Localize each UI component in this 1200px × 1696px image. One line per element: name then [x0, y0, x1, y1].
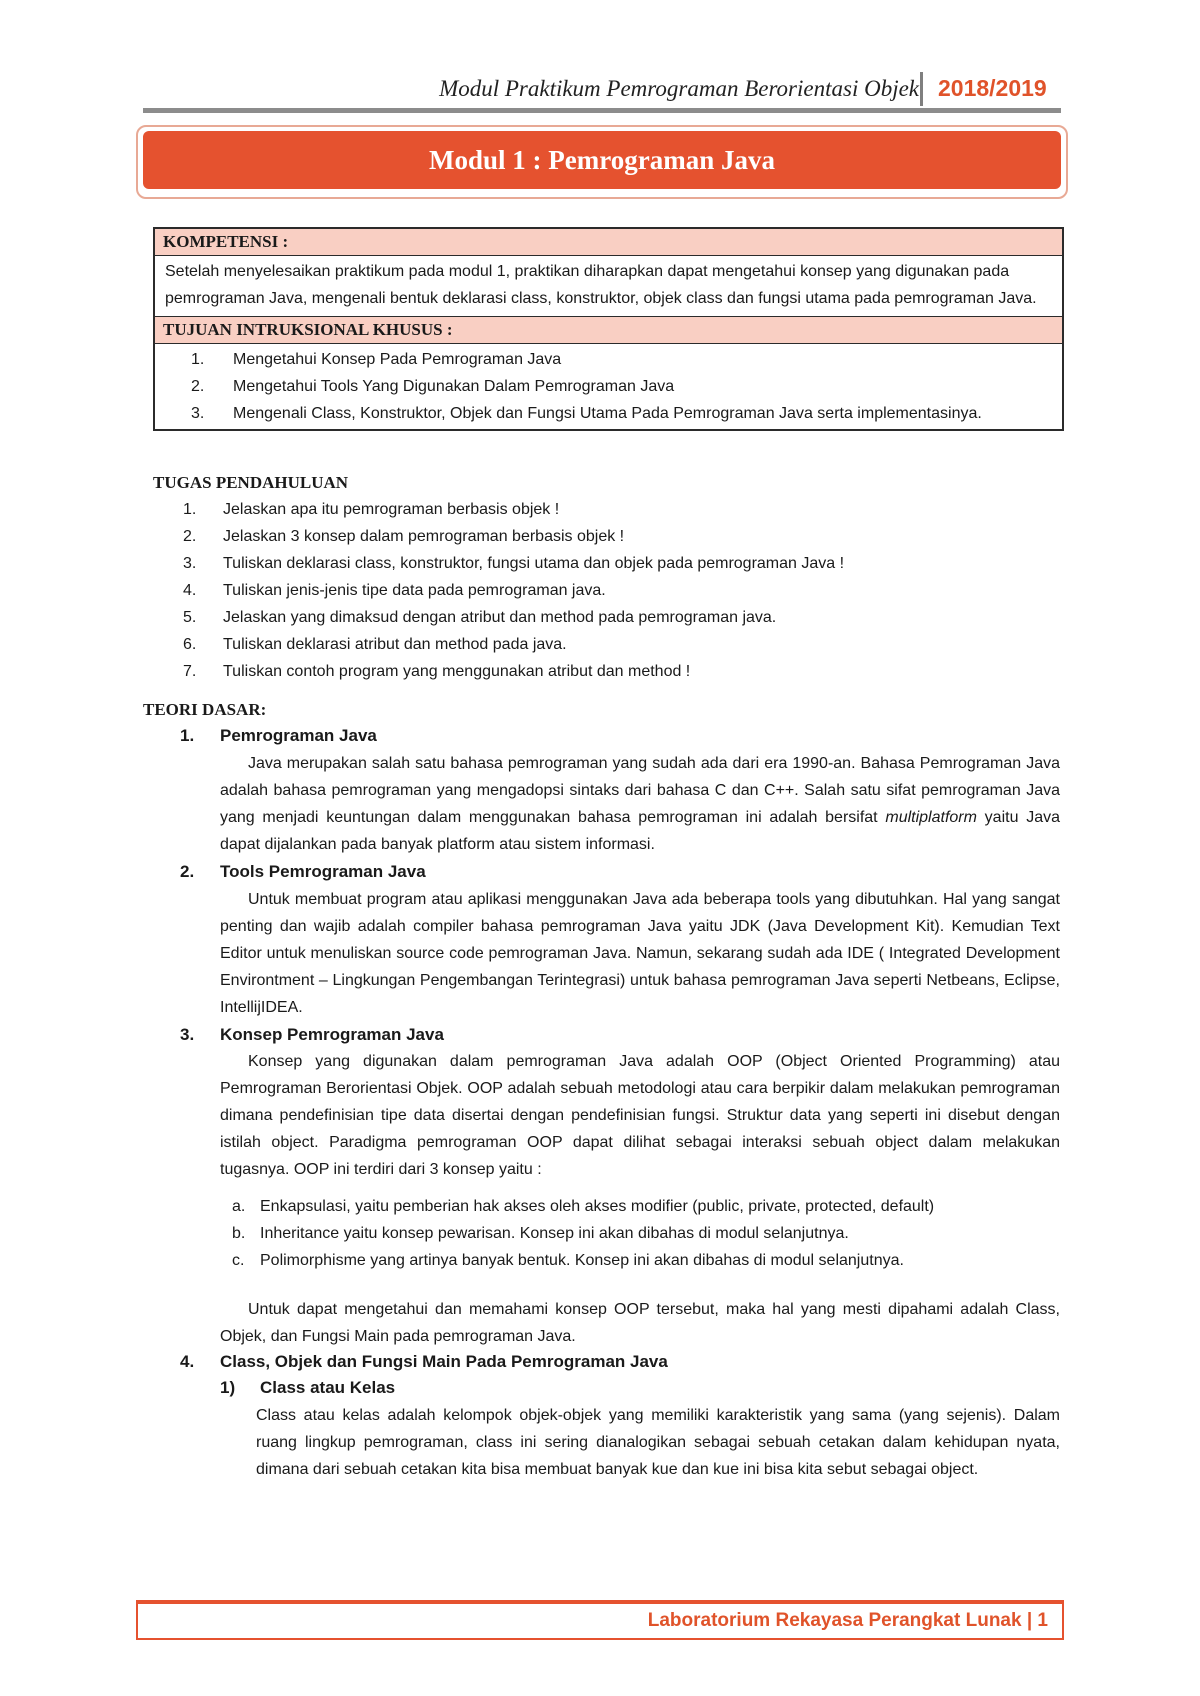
- tujuan-heading: TUJUAN INTRUKSIONAL KHUSUS :: [155, 316, 1062, 344]
- multiplatform-term: multiplatform: [885, 809, 977, 826]
- section-1-title: 1. Pemrograman Java: [180, 726, 377, 745]
- tujuan-list: [155, 344, 1062, 429]
- header-rule: [143, 108, 1061, 113]
- list-item: c. Polimorphisme yang artinya banyak bentuk. Konsep ini akan dibahas di modul selanjutnya.: [232, 1252, 904, 1269]
- list-item: 1. Mengetahui Konsep Pada Pemrograman Java: [191, 351, 562, 368]
- section-1-text: Java merupakan salah satu bahasa pemrograman yang sudah ada dari era 1990-an. Bahasa Pemrograman Java adalah bahasa pemrograman yang mengadopsi sintaks dari bahasa C dan C++. Salah satu sifat pemrograman Java yang menjadi keuntungan dalam menggunakan bahasa pemrograman ini adalah bersifat multiplatform yaitu Java dapat dijalankan pada banyak platform atau sistem informasi.: [220, 755, 1061, 853]
- title-banner: [143, 131, 1061, 189]
- subsection-1-text: Class atau kelas adalah kelompok objek-objek yang memiliki karakteristik yang sama (yang sejenis). Dalam ruang lingkup pemrograman, class ini sering dianalogikan sebagai sebuah cetakan dalam kehidupan nyata, dimana dari sebuah cetakan kita bisa membuat banyak kue dan kue ini bisa kita sebut sebagai object.: [256, 1407, 1060, 1478]
- list-item: 3. Tuliskan deklarasi class, konstruktor, fungsi utama dan objek pada pemrograman Java !: [183, 555, 845, 572]
- page-footer: [136, 1604, 1064, 1640]
- section-2-title: 2. Tools Pemrograman Java: [180, 862, 426, 881]
- list-item: 5. Jelaskan yang dimaksud dengan atribut dan method pada pemrograman java.: [183, 609, 777, 626]
- module-title: Modul 1 : Pemrograman Java: [429, 144, 775, 175]
- subsection-1-title: 1) Class atau Kelas: [220, 1378, 396, 1397]
- section-2-text: Untuk membuat program atau aplikasi menggunakan Java ada beberapa tools yang dibutuhkan. Hal yang sangat penting dan wajib adalah compiler bahasa pemrograman Java yaitu JDK (Java Development Kit). Kemudian Text Editor untuk menuliskan source code pemrograman Java. Namun, sekarang sudah ada IDE ( Integrated Development Environtment – Lingkungan Pengembangan Terintegrasi) untuk bahasa pemrograman Java seperti Netbeans, Eclipse, IntellijIDEA.: [220, 891, 1060, 1016]
- section-3-closing: Untuk dapat mengetahui dan memahami konsep OOP tersebut, maka hal yang mesti dipahami adalah Class, Objek, dan Fungsi Main pada pemrograman Java.: [220, 1301, 1060, 1345]
- list-item: b. Inheritance yaitu konsep pewarisan. Konsep ini akan dibahas di modul selanjutnya.: [232, 1225, 849, 1242]
- section-4-title: 4. Class, Objek dan Fungsi Main Pada Pemrograman Java: [180, 1352, 668, 1371]
- list-item: 7. Tuliskan contoh program yang menggunakan atribut dan method !: [183, 663, 691, 680]
- header-year: 2018/2019: [938, 75, 1047, 101]
- page-header: [143, 72, 1061, 112]
- header-separator: [920, 72, 923, 106]
- section-3-title: 3. Konsep Pemrograman Java: [180, 1025, 444, 1044]
- tugas-heading: TUGAS PENDAHULUAN: [153, 473, 349, 492]
- kompetensi-heading: KOMPETENSI :: [155, 229, 1062, 256]
- competency-box: [153, 227, 1064, 431]
- list-item: 1. Jelaskan apa itu pemrograman berbasis objek !: [183, 501, 560, 518]
- tugas-list: [183, 496, 1043, 685]
- list-item: a. Enkapsulasi, yaitu pemberian hak akses oleh akses modifier (public, private, protected, default): [232, 1198, 935, 1215]
- list-item: 4. Tuliskan jenis-jenis tipe data pada pemrograman java.: [183, 582, 606, 599]
- list-item: 2. Jelaskan 3 konsep dalam pemrograman berbasis objek !: [183, 528, 625, 545]
- header-title: Modul Praktikum Pemrograman Berorientasi Objek: [439, 76, 919, 101]
- list-item: 3. Mengenali Class, Konstruktor, Objek dan Fungsi Utama Pada Pemrograman Java serta implementasinya.: [191, 405, 982, 422]
- list-item: 2. Mengetahui Tools Yang Digunakan Dalam Pemrograman Java: [191, 378, 675, 395]
- teori-heading: TEORI DASAR:: [143, 700, 267, 719]
- section-3-text: Konsep yang digunakan dalam pemrograman Java adalah OOP (Object Oriented Programming) atau Pemrograman Berorientasi Objek. OOP adalah sebuah metodologi atau cara berpikir dalam melakukan pemrograman dimana pendefinisian tipe data disertai dengan pendefinisian fungsi. Struktur data yang seperti ini disebut dengan istilah object. Paradigma pemrograman OOP dapat dilihat sebagai interaksi sebuah object dalam melakukan tugasnya. OOP ini terdiri dari 3 konsep yaitu :: [220, 1053, 1060, 1178]
- footer-text: Laboratorium Rekayasa Perangkat Lunak | 1: [647, 1610, 1048, 1631]
- kompetensi-text: Setelah menyelesaikan praktikum pada modul 1, praktikan diharapkan dapat mengetahui konsep yang digunakan pada pemrograman Java, mengenali bentuk deklarasi class, konstruktor, objek class dan fungsi utama pada pemrograman Java.: [165, 263, 1037, 307]
- list-item: 6. Tuliskan deklarasi atribut dan method pada java.: [183, 636, 567, 653]
- oop-concept-list: [232, 1193, 1062, 1274]
